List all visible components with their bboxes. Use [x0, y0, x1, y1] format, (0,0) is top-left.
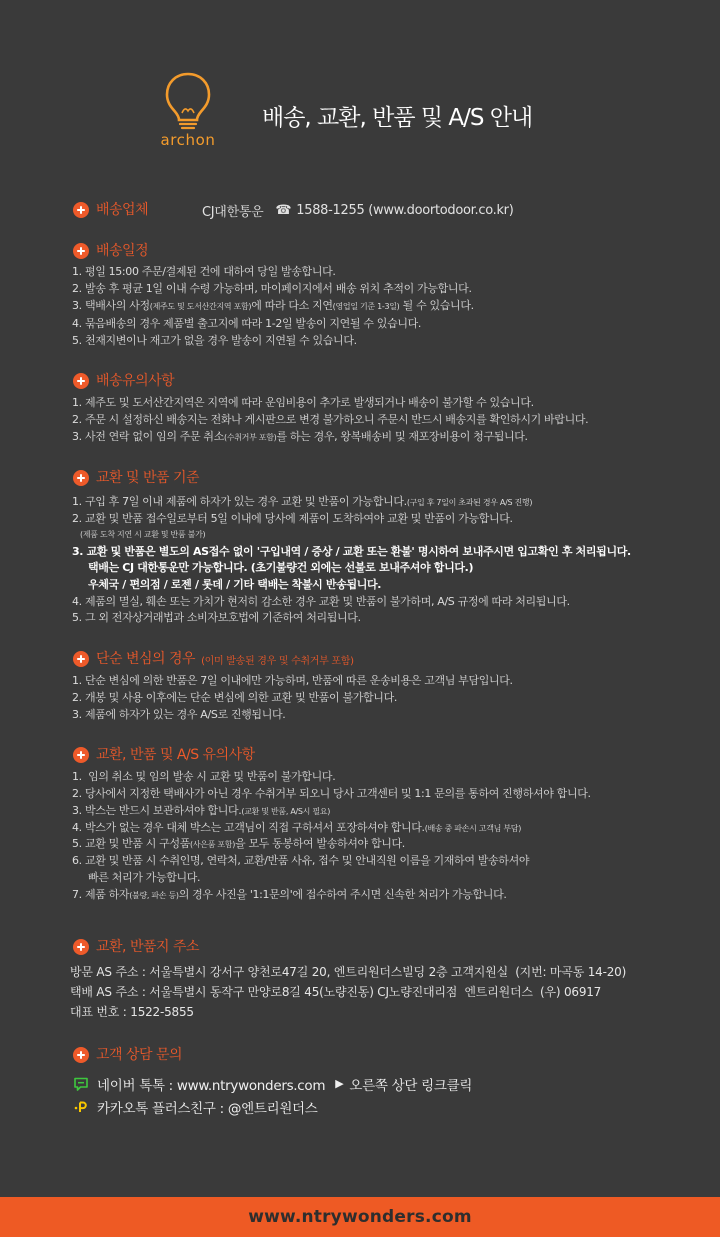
schedule-item-5: 5. 천재지변이나 재고가 없을 경우 발송이 지연될 수 있습니다.: [72, 333, 357, 347]
main-phone-number: 대표 번호 : 1522-5855: [70, 1005, 194, 1019]
contact-heading: 고객 상담 문의: [96, 1047, 183, 1063]
as-note-5-text: 5. 교환 및 반품 시 구성품: [72, 837, 191, 851]
as-note-1: 1. 임의 취소 및 임의 발송 시 교환 및 반품이 불가합니다.: [72, 770, 336, 783]
return-address-list: [70, 962, 710, 1022]
kakao-plusfriend-row: [73, 1095, 713, 1118]
section-heading-carrier: [73, 201, 148, 219]
change-of-mind-subheading: (이미 발송된 경우 및 수취거부 포함): [201, 655, 354, 667]
plus-circle-icon: [73, 470, 89, 486]
exchange-item-2-note: (제품 도착 지연 시 교환 및 반품 불가): [80, 530, 206, 540]
section-heading-shipping-notes: [73, 372, 174, 390]
schedule-item-3-note-region: (제주도 및 도서산간지역 포함): [149, 302, 252, 312]
carrier-info: [202, 201, 514, 219]
carrier-heading: 배송업체: [96, 202, 149, 218]
shipping-note-3-note: (수취거부 포함): [224, 433, 277, 442]
as-note-3-text: 3. 박스는 반드시 보관하셔야 합니다.: [72, 803, 242, 817]
change-of-mind-item-3: 3. 제품에 하자가 있는 경우 A/S로 진행됩니다.: [72, 708, 286, 721]
shipping-note-3: [72, 428, 712, 445]
schedule-heading: 배송일정: [96, 243, 149, 259]
brand-logo-text: archon: [160, 131, 216, 149]
schedule-item-3-text-end: 될 수 있습니다.: [399, 299, 474, 313]
footer-bar: [0, 1197, 720, 1237]
change-of-mind-heading: 단순 변심의 경우: [96, 651, 196, 667]
naver-talktalk-label: 네이버 톡톡 : www.ntrywonders.com: [97, 1077, 326, 1094]
return-address-heading: 교환, 반품지 주소: [96, 939, 200, 955]
shipping-notes-list: [72, 394, 712, 445]
plus-circle-icon: [73, 939, 89, 955]
page-title: 배송, 교환, 반품 및 A/S 안내: [262, 105, 533, 131]
contact-list: [73, 1072, 713, 1118]
play-arrow-icon: ▶: [335, 1077, 344, 1090]
as-note-7-text: 7. 제품 하자: [72, 887, 130, 901]
schedule-item-2: 2. 발송 후 평균 1일 이내 수령 가능하며, 마이페이지에서 배송 위치 추적이 가능합니다.: [72, 282, 472, 296]
footer-url: www.ntrywonders.com: [248, 1207, 472, 1227]
schedule-item-3-text: 3. 택배사의 사정: [72, 299, 150, 313]
shipping-note-2: 2. 주문 시 설정하신 배송지는 전화나 게시판으로 변경 불가하오니 주문시 반드시 배송지를 확인하시기 바랍니다.: [72, 413, 589, 426]
phone-icon: ☎: [275, 202, 292, 218]
schedule-item-3-note-days: (영업일 기준 1-3일): [332, 302, 400, 312]
as-note-7: [72, 887, 712, 904]
as-note-2: 2. 당사에서 지정한 택배사가 아닌 경우 수취거부 되오니 당사 고객센터 및 1:1 문의를 통하여 진행하셔야 합니다.: [72, 786, 591, 800]
exchange-criteria-list: [72, 494, 712, 627]
carrier-contact: 1588-1255 (www.doortodoor.co.kr): [296, 202, 514, 218]
change-of-mind-item-2: 2. 개봉 및 사용 이후에는 단순 변심에 의한 교환 및 반품이 불가합니다.: [72, 691, 398, 704]
schedule-item-3: [72, 297, 712, 314]
visit-as-address: 방문 AS 주소 : 서울특별시 강서구 양천로47길 20, 엔트리원더스빌딩 2층 고객지원실 (지번: 마곡동 14-20): [70, 965, 627, 979]
as-note-4-text: 4. 박스가 없는 경우 대체 박스는 고객님이 직접 구하셔서 포장하셔야 합니다.: [72, 820, 425, 834]
section-heading-as-notes: [73, 746, 255, 764]
shipping-note-3-text-end: 를 하는 경우, 왕복배송비 및 재포장비용이 청구됩니다.: [276, 430, 528, 443]
plus-circle-icon: [73, 373, 89, 389]
as-note-3: [72, 803, 712, 820]
section-heading-exchange-criteria: [73, 469, 199, 487]
exchange-item-1: [72, 494, 712, 511]
as-note-6-line-2: 빠른 처리가 가능합니다.: [88, 871, 201, 885]
plus-circle-icon: [73, 202, 89, 218]
as-note-5-text-end: 을 모두 동봉하여 발송하셔야 합니다.: [235, 837, 405, 851]
shipping-notes-heading: 배송유의사항: [96, 373, 175, 389]
kakao-plusfriend-label: 카카오톡 플러스친구 : @엔트리원더스: [97, 1100, 318, 1117]
schedule-list: [72, 263, 712, 349]
section-heading-contact: [73, 1046, 182, 1064]
as-note-6-line-1: 6. 교환 및 반품 시 수취인명, 연락처, 교환/반품 사유, 접수 및 안내직원 이름을 기재하여 발송하셔야: [72, 854, 530, 868]
section-heading-schedule: [73, 242, 148, 260]
exchange-item-1-text: 1. 구입 후 7일 이내 제품에 하자가 있는 경우 교환 및 반품이 가능합니다.: [72, 495, 407, 508]
section-heading-change-of-mind: [73, 650, 354, 668]
exchange-item-3-line-2: 택배는 CJ 대한통운만 가능합니다. (초기불량건 외에는 선불로 보내주셔야 합니다.): [88, 561, 474, 575]
as-note-5-note: (사은품 포함): [190, 840, 236, 850]
as-note-7-note: (불량, 파손 등): [129, 890, 179, 900]
as-notes-heading: 교환, 반품 및 A/S 유의사항: [96, 747, 255, 763]
exchange-item-3-line-3: 우체국 / 편의점 / 로젠 / 롯데 / 기타 택배는 착불시 반송됩니다.: [88, 577, 382, 591]
naver-talktalk-hint: 오른쪽 상단 링크클릭: [349, 1077, 473, 1094]
as-note-4: [72, 820, 712, 837]
plus-circle-icon: [73, 651, 89, 667]
courier-as-address: 택배 AS 주소 : 서울특별시 동작구 만양로8길 45(노량진동) CJ노량진대리점 엔트리원더스 (우) 06917: [70, 985, 602, 999]
kakao-plusfriend-icon: [73, 1099, 89, 1115]
as-note-4-note: (배송 중 파손시 고객님 부담): [424, 823, 522, 833]
schedule-item-1: 1. 평일 15:00 주문/결제된 건에 대하여 당일 발송합니다.: [72, 265, 336, 278]
shipping-note-1: 1. 제주도 및 도서산간지역은 지역에 따라 운임비용이 추가로 발생되거나 배송이 불가할 수 있습니다.: [72, 396, 534, 409]
as-note-7-text-end: 의 경우 사진을 '1:1문의'에 접수하여 주시면 신속한 처리가 가능합니다.: [178, 887, 507, 901]
plus-circle-icon: [73, 243, 89, 259]
as-note-5: [72, 836, 712, 853]
schedule-item-4: 4. 묶음배송의 경우 제품별 출고지에 따라 1-2일 발송이 지연될 수 있습니다.: [72, 316, 422, 330]
carrier-company: CJ대한통운: [202, 204, 264, 220]
schedule-item-3-text-mid: 에 따라 다소 지연: [251, 299, 333, 313]
exchange-item-4: 4. 제품의 멸실, 훼손 또는 가치가 현저히 감소한 경우 교환 및 반품이 불가하며, A/S 규정에 따라 처리됩니다.: [72, 594, 570, 608]
change-of-mind-item-1: 1. 단순 변심에 의한 반품은 7일 이내에만 가능하며, 반품에 따른 운송비용은 고객님 부담입니다.: [72, 674, 513, 687]
as-notes-list: [72, 769, 712, 904]
exchange-item-2: 2. 교환 및 반품 접수일로부터 5일 이내에 당사에 제품이 도착하여야 교환 및 반품이 가능합니다.: [72, 511, 513, 525]
plus-circle-icon: [73, 1047, 89, 1063]
exchange-item-5: 5. 그 외 전자상거래법과 소비자보호법에 기준하여 처리됩니다.: [72, 611, 361, 625]
lightbulb-icon: [160, 71, 216, 131]
change-of-mind-list: [72, 672, 712, 723]
exchange-item-1-note: (구입 후 7일이 초과된 경우 A/S 진행): [406, 498, 533, 507]
exchange-criteria-heading: 교환 및 반품 기준: [96, 470, 200, 486]
naver-talktalk-icon: [73, 1076, 89, 1092]
naver-talktalk-row: [73, 1072, 713, 1095]
shipping-note-3-text: 3. 사전 연락 없이 임의 주문 취소: [72, 430, 224, 443]
exchange-item-2-note-row: [72, 527, 712, 544]
exchange-item-3-line-1: 3. 교환 및 반품은 별도의 AS접수 없이 '구입내역 / 증상 / 교환 또는 환불' 명시하여 보내주시면 입고확인 후 처리됩니다.: [72, 544, 631, 558]
plus-circle-icon: [73, 747, 89, 763]
section-heading-return-address: [73, 938, 199, 956]
as-note-3-note: (교환 및 반품, A/S시 필요): [241, 806, 331, 816]
